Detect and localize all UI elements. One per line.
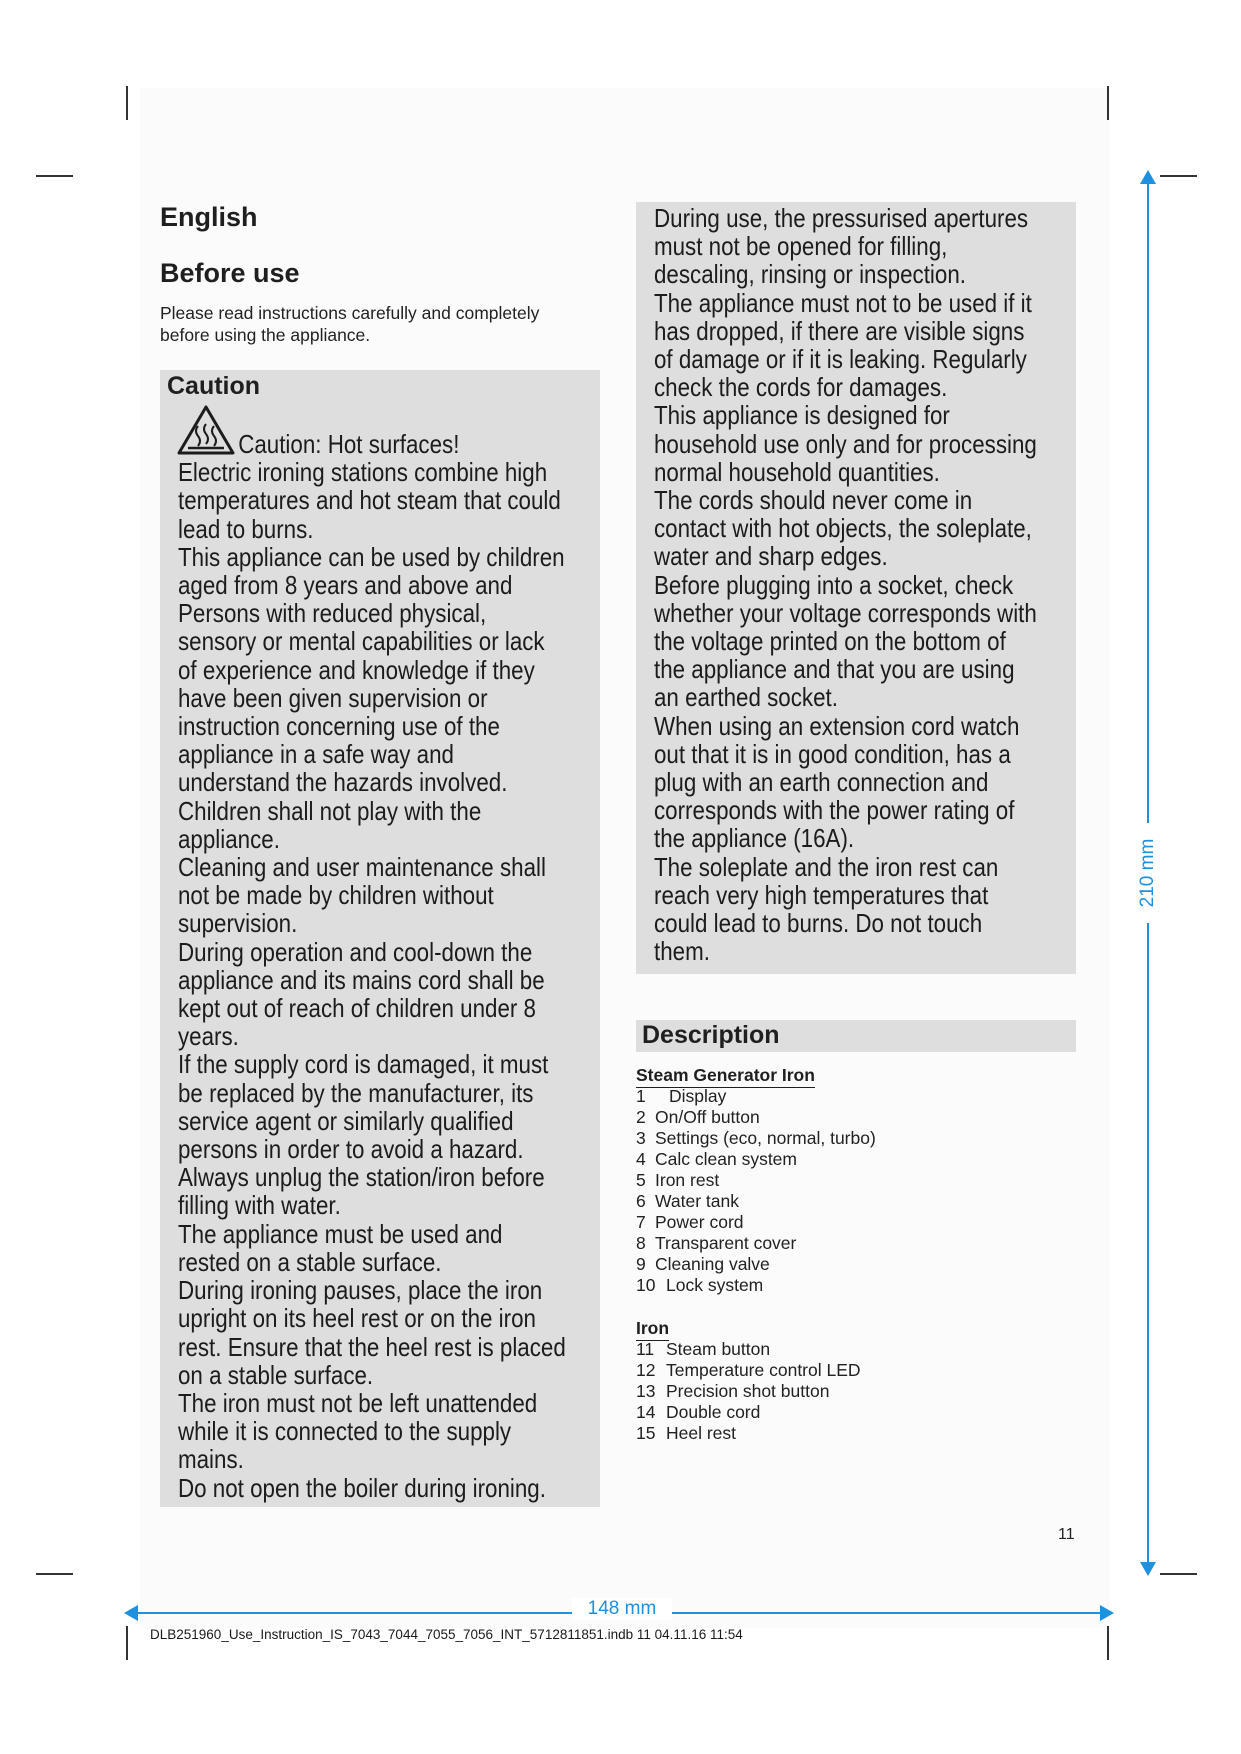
caution-line: contact with hot objects, the soleplate, [654, 513, 1032, 544]
list-item: 4 Calc clean system [636, 1149, 797, 1169]
caution-line: temperatures and hot steam that could [178, 485, 561, 516]
caution-continued-text [654, 204, 1093, 965]
caution-line: corresponds with the power rating of [654, 795, 1015, 826]
caution-line: them. [654, 936, 710, 967]
list-item: 11 Steam button [636, 1339, 771, 1359]
section-title: Before use [160, 258, 300, 288]
caution-line: household use only and for processing [654, 428, 1037, 459]
caution-line: persons in order to avoid a hazard. [178, 1134, 524, 1165]
description-heading: Description [642, 1021, 780, 1049]
list-item: 15 Heel rest [636, 1423, 737, 1443]
caution-line: The iron must not be left unattended [178, 1387, 538, 1418]
caution-line: have been given supervision or [178, 682, 488, 713]
caution-line: appliance. [178, 823, 280, 854]
caution-line: supervision. [178, 908, 298, 939]
caution-line: Children shall not play with the [178, 795, 482, 826]
caution-line: kept out of reach of children under 8 [178, 993, 537, 1024]
caution-line: instruction concerning use of the [178, 711, 500, 742]
caution-line: The appliance must be used and [178, 1218, 503, 1249]
crop-mark [126, 1626, 128, 1660]
caution-line: The appliance must not to be used if it [654, 287, 1032, 318]
caution-line: If the supply cord is damaged, it must [178, 1049, 549, 1080]
caution-line: whether your voltage corresponds with [654, 597, 1037, 628]
caution-line: check the cords for damages. [654, 372, 948, 403]
caution-line: has dropped, if there are visible signs [654, 315, 1025, 346]
arrow-right-icon [1100, 1605, 1114, 1621]
caution-line: mains. [178, 1444, 244, 1475]
caution-line: During use, the pressurised apertures [654, 203, 1029, 233]
caution-line: could lead to burns. Do not touch [654, 908, 983, 939]
caution-line: Electric ironing stations combine high [178, 457, 548, 488]
language-title: English [160, 202, 258, 232]
intro-line: before using the appliance. [160, 325, 371, 345]
arrow-up-icon [1140, 170, 1156, 184]
caution-line: Cleaning and user maintenance shall [178, 852, 546, 883]
caution-line: an earthed socket. [654, 682, 838, 713]
intro-line: Please read instructions carefully and completely [160, 303, 540, 323]
crop-mark [126, 86, 128, 120]
list-item: 3 Settings (eco, normal, turbo) [636, 1128, 876, 1148]
caution-line: be replaced by the manufacturer, its [178, 1077, 534, 1108]
caution-line: This appliance can be used by children [178, 541, 565, 572]
list-item: 10 Lock system [636, 1275, 764, 1295]
caution-line: of damage or if it is leaking. Regularly [654, 344, 1027, 375]
list-item: 12 Temperature control LED [636, 1360, 861, 1380]
crop-mark [36, 1573, 73, 1575]
crop-mark [36, 175, 73, 177]
caution-line: normal household quantities. [654, 456, 940, 487]
caution-line: sensory or mental capabilities or lack [178, 626, 545, 657]
caution-line: reach very high temperatures that [654, 879, 989, 910]
caution-line: the voltage printed on the bottom of [654, 626, 1006, 657]
crop-mark [1160, 1573, 1197, 1575]
caution-line: the appliance and that you are using [654, 654, 1015, 685]
caution-line: Persons with reduced physical, [178, 598, 487, 629]
caution-line: rest. Ensure that the heel rest is placed [178, 1331, 566, 1362]
caution-line: understand the hazards involved. [178, 767, 508, 798]
crop-mark [1160, 175, 1197, 177]
list-item: 6 Water tank [636, 1191, 739, 1211]
list-item: 1 Display [636, 1086, 727, 1106]
crop-mark [1107, 1626, 1109, 1660]
caution-line: the appliance (16A). [654, 823, 855, 854]
description-list [636, 1339, 861, 1444]
list-item: 7 Power cord [636, 1212, 744, 1232]
caution-line: rested on a stable surface. [178, 1246, 442, 1277]
height-dimension-label: 210 mm [1135, 823, 1161, 923]
caution-text [178, 430, 617, 1502]
caution-line: aged from 8 years and above and [178, 570, 513, 601]
caution-line: while it is connected to the supply [178, 1416, 512, 1447]
caution-line: The soleplate and the iron rest can [654, 851, 999, 882]
description-group-title: Iron [636, 1318, 669, 1341]
caution-line: appliance and its mains cord shall be [178, 964, 545, 995]
list-item: 9 Cleaning valve [636, 1254, 770, 1274]
caution-line: During operation and cool-down the [178, 936, 533, 967]
list-item: 13 Precision shot button [636, 1381, 830, 1401]
caution-line: Before plugging into a socket, check [654, 569, 1014, 600]
caution-line: water and sharp edges. [654, 541, 888, 572]
caution-line: When using an extension cord watch [654, 710, 1020, 741]
caution-line: lead to burns. [178, 513, 314, 544]
intro-text [160, 302, 600, 346]
caution-line: on a stable surface. [178, 1359, 374, 1390]
caution-line: The cords should never come in [654, 485, 973, 516]
caution-line: must not be opened for filling, [654, 231, 948, 262]
caution-line: upright on its heel rest or on the iron [178, 1303, 536, 1334]
arrow-down-icon [1140, 1562, 1156, 1576]
caution-line: out that it is in good condition, has a [654, 738, 1011, 769]
description-list [636, 1086, 876, 1296]
caution-line: appliance in a safe way and [178, 739, 454, 770]
page-number: 11 [1058, 1526, 1075, 1543]
caution-line: years. [178, 1021, 239, 1052]
list-item: 2 On/Off button [636, 1107, 760, 1127]
caution-line: descaling, rinsing or inspection. [654, 259, 966, 290]
caution-line: not be made by children without [178, 880, 494, 911]
caution-line: service agent or similarly qualified [178, 1105, 514, 1136]
print-footer: DLB251960_Use_Instruction_IS_7043_7044_7055_7056_INT_5712811851.indb 11 04.11.16 11:54 [150, 1627, 743, 1642]
list-item: 14 Double cord [636, 1402, 761, 1422]
caution-line: Always unplug the station/iron before [178, 1162, 545, 1193]
arrow-left-icon [124, 1605, 138, 1621]
list-item: 5 Iron rest [636, 1170, 720, 1190]
width-dimension-label: 148 mm [572, 1598, 672, 1620]
caution-line: During ironing pauses, place the iron [178, 1275, 543, 1306]
caution-line: This appliance is designed for [654, 400, 950, 431]
caution-line: of experience and knowledge if they [178, 654, 535, 685]
crop-mark [1107, 86, 1109, 120]
caution-line: Do not open the boiler during ironing. [178, 1472, 546, 1503]
caution-line: Caution: Hot surfaces! [238, 429, 460, 459]
description-group-title: Steam Generator Iron [636, 1065, 815, 1088]
caution-heading: Caution [167, 372, 261, 400]
caution-line: plug with an earth connection and [654, 767, 989, 798]
list-item: 8 Transparent cover [636, 1233, 797, 1253]
caution-line: filling with water. [178, 1190, 341, 1221]
